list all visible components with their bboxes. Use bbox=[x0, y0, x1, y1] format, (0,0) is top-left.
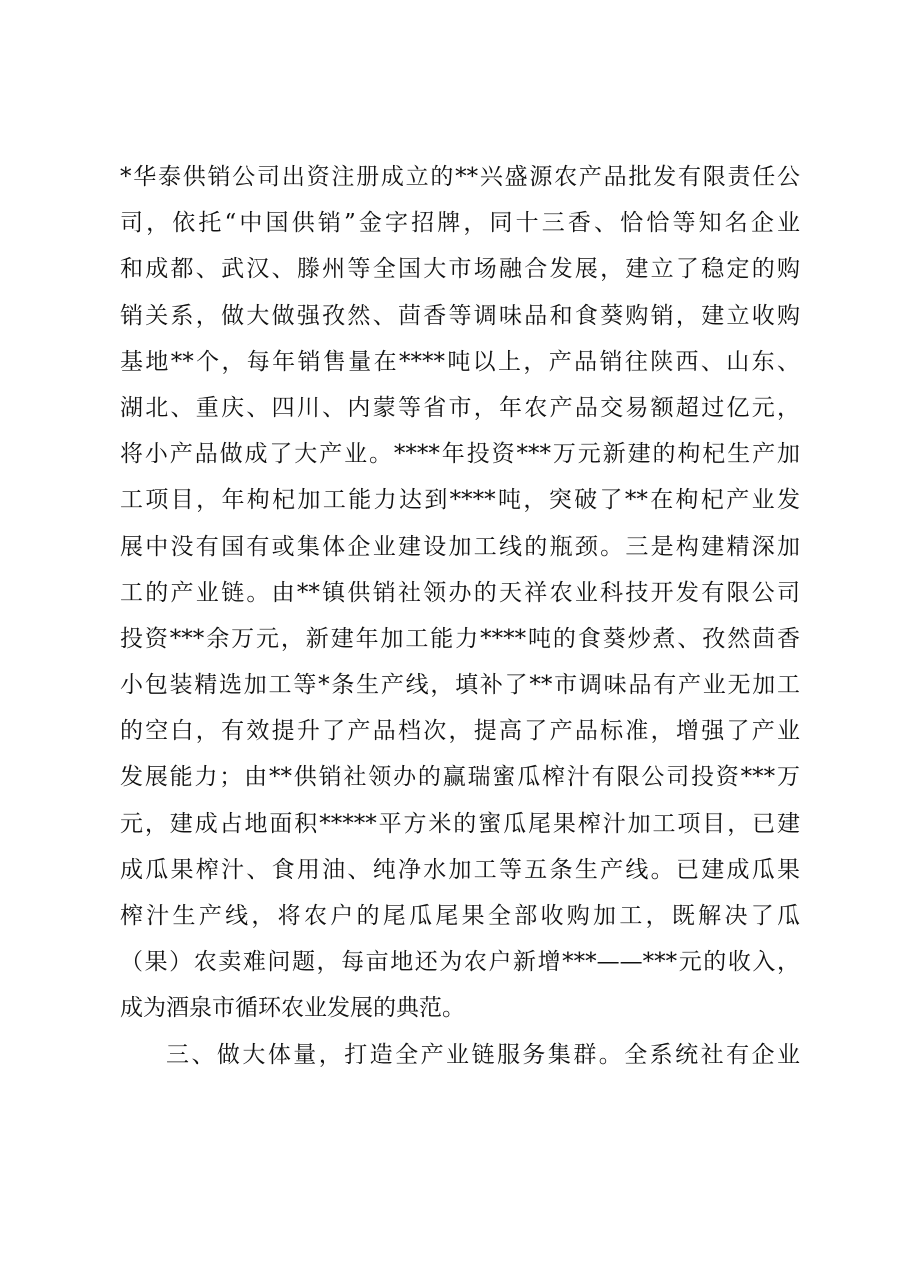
text-line: 销关系，做大做强孜然、茴香等调味品和食葵购销，建立收购 bbox=[120, 302, 800, 329]
body-text bbox=[120, 154, 800, 1078]
section-heading-line: 三、做大体量，打造全产业链服务集群。全系统社有企业 bbox=[166, 1041, 800, 1068]
text-line: 湖北、重庆、四川、内蒙等省市，年农产品交易额超过亿元， bbox=[120, 394, 800, 421]
text-line: 和成都、武汉、滕州等全国大市场融合发展，建立了稳定的购 bbox=[120, 256, 800, 283]
text-line: 榨汁生产线，将农户的尾瓜尾果全部收购加工，既解决了瓜 bbox=[120, 903, 800, 929]
text-line: 元，建成占地面积*****平方米的蜜瓜尾果榨汁加工项目，已建 bbox=[120, 810, 800, 837]
text-line: 将小产品做成了大产业。****年投资***万元新建的枸杞生产加 bbox=[120, 441, 800, 468]
text-line: 的空白，有效提升了产品档次，提高了产品标准，增强了产业 bbox=[120, 718, 800, 745]
text-line: 展中没有国有或集体企业建设加工线的瓶颈。三是构建精深加 bbox=[120, 533, 800, 560]
text-line: 发展能力；由**供销社领办的赢瑞蜜瓜榨汁有限公司投资***万 bbox=[120, 764, 800, 791]
text-line: 工的产业链。由**镇供销社领办的天祥农业科技开发有限公司 bbox=[120, 579, 800, 606]
text-line: （果）农卖难问题，每亩地还为农户新增***——***元的收入， bbox=[120, 949, 800, 976]
text-line: *华泰供销公司出资注册成立的**兴盛源农产品批发有限责任公 bbox=[120, 164, 800, 190]
text-line: 成瓜果榨汁、食用油、纯净水加工等五条生产线。已建成瓜果 bbox=[120, 856, 800, 883]
text-line: 司，依托“中国供销”金字招牌，同十三香、恰恰等知名企业 bbox=[120, 210, 800, 237]
text-line-paragraph-end: 成为酒泉市循环农业发展的典范。 bbox=[120, 995, 465, 1022]
text-line: 小包装精选加工等*条生产线，填补了**市调味品有产业无加工 bbox=[120, 672, 800, 699]
text-line: 基地**个，每年销售量在****吨以上，产品销往陕西、山东、 bbox=[120, 348, 800, 375]
text-line: 工项目，年枸杞加工能力达到****吨，突破了**在枸杞产业发 bbox=[120, 487, 800, 514]
text-line: 投资***余万元，新建年加工能力****吨的食葵炒煮、孜然茴香 bbox=[120, 625, 800, 652]
